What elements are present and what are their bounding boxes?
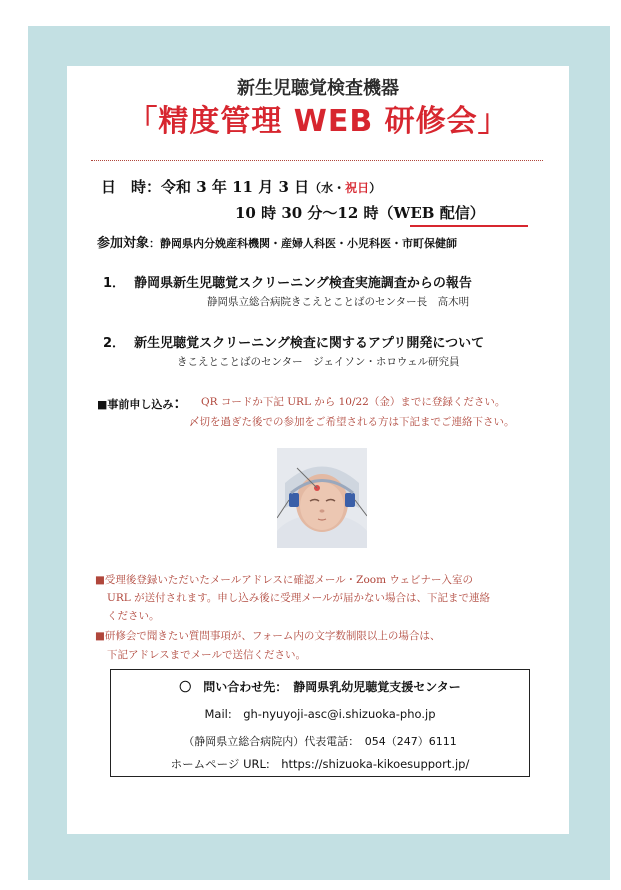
date-label: 日 時： bbox=[101, 178, 162, 196]
date-line bbox=[101, 176, 381, 197]
flyer-sheet bbox=[67, 66, 569, 834]
contact-box bbox=[110, 669, 530, 777]
weekday-open: （水・ bbox=[309, 181, 346, 195]
notice-line: 下記アドレスまでメールで送信ください。 bbox=[107, 649, 306, 661]
notice-line: URL が送付されます。申し込み後に受理メールが届かない場合は、下記まで連絡 bbox=[107, 592, 491, 604]
notice-line: ■受理後登録いただいたメールアドレスに確認メール・Zoom ウェビナー入室の bbox=[95, 574, 473, 586]
program-item-2 bbox=[103, 332, 484, 351]
registration-label: ■事前申し込み bbox=[97, 398, 174, 411]
event-subtitle: 新生児聴覚検査機器 bbox=[237, 78, 399, 99]
program-number: 1． bbox=[103, 276, 126, 291]
title-divider bbox=[91, 160, 543, 161]
contact-email[interactable]: Mail: gh-nyuyoji-asc@i.shizuoka-pho.jp bbox=[204, 707, 436, 721]
notice-line: ■研修会で聞きたい質問事項が、フォーム内の文字数制限以上の場合は、 bbox=[95, 630, 441, 642]
registration-label-wrap bbox=[97, 392, 188, 413]
audience-line bbox=[97, 232, 457, 251]
program-item-1 bbox=[103, 272, 472, 291]
program-speaker: きこえとことばのセンター ジェイソン・ホロウェル研究員 bbox=[177, 356, 460, 368]
holiday-label: 祝日 bbox=[345, 181, 370, 195]
notice-line: ください。 bbox=[107, 610, 160, 622]
weekday-close: ） bbox=[369, 181, 382, 195]
program-title: 静岡県新生児聴覚スクリーニング検査実施調査からの報告 bbox=[134, 276, 472, 291]
program-speaker: 静岡県立総合病院きこえとことばのセンター長 高木明 bbox=[207, 296, 470, 308]
event-title: 「精度管理 WEB 研修会」 bbox=[127, 104, 509, 139]
registration-text: QR コードか下記 URL から 10/22（金）までに登録ください。 bbox=[201, 396, 506, 408]
time-text: 10 時 30 分～12 時（WEB 配信） bbox=[235, 204, 485, 222]
baby-hearing-test-photo bbox=[277, 448, 367, 548]
contact-homepage-link[interactable]: ホームページ URL: https://shizuoka-kikoesupport.jp/ bbox=[170, 757, 470, 771]
audience-label: 参加対象 bbox=[97, 236, 150, 251]
audience-text: ：静岡県内分娩産科機関・産婦人科医・小児科医・市町保健師 bbox=[149, 237, 458, 250]
registration-note: 〆切を過ぎた後での参加をご希望される方は下記までご連絡下さい。 bbox=[189, 416, 515, 428]
program-number: 2． bbox=[103, 336, 126, 351]
date-text: 令和 3 年 11 月 3 日 bbox=[161, 178, 310, 196]
registration-colon: ： bbox=[173, 394, 189, 412]
web-underline bbox=[410, 225, 528, 227]
baby-photo-illustration bbox=[277, 448, 367, 548]
contact-phone: （静岡県立総合病院内）代表電話： 054（247）6111 bbox=[183, 735, 457, 748]
program-title: 新生児聴覚スクリーニング検査に関するアプリ開発について bbox=[134, 336, 485, 351]
contact-title: 〇 問い合わせ先： 静岡県乳幼児聴覚支援センター bbox=[179, 680, 461, 694]
